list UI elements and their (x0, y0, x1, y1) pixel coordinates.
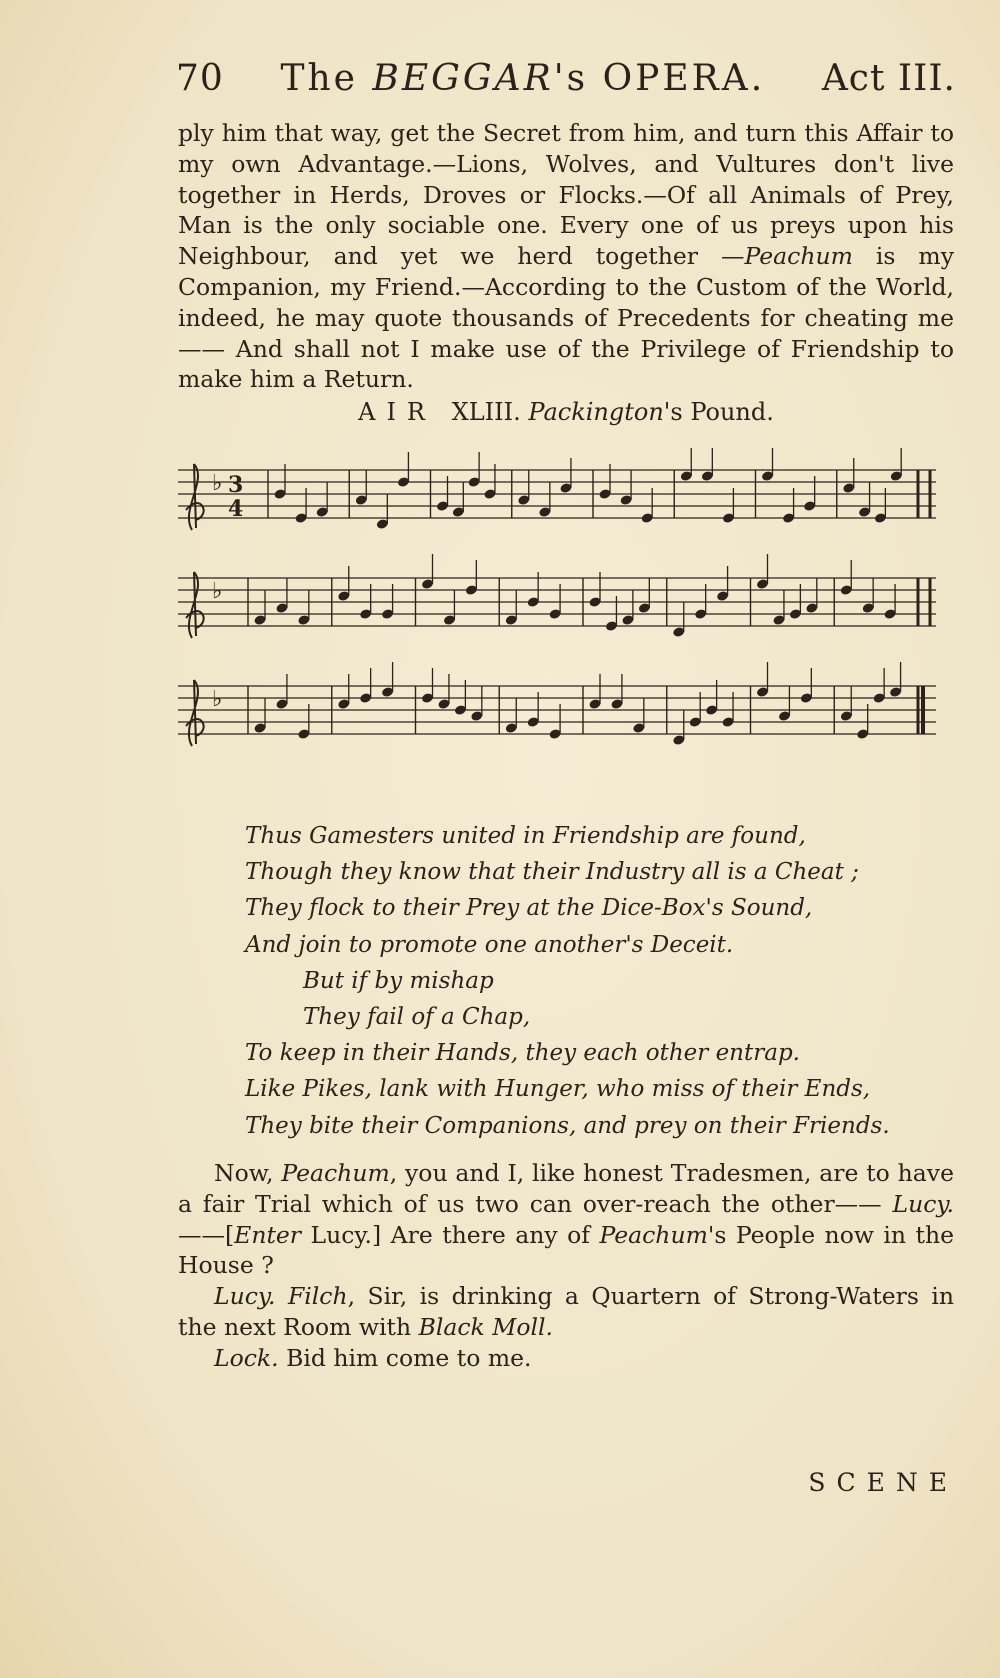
page-number: 70 (176, 58, 224, 99)
flat-icon: ♭ (212, 579, 223, 604)
speech-paragraph: ply him that way, get the Secret from him, and turn this Affair to my own Advantage.—Lions, Wolves, and Vultures don't live together in Herds, Droves or Flocks.—Of all Animals of Prey, Man is the only sociable one. Every one of us preys upon his Neighbour, and yet we herd together —Peachum is my Companion, my Friend.—According to the Custom of the World, indeed, he may quote thousands of Precedents for cheating me—— And shall not I make use of the Privilege of Friendship to make him a Return. (178, 119, 954, 394)
air-heading: AIR XLIII. Packington's Pound. (358, 398, 774, 426)
prose-top (178, 118, 954, 395)
speech-paragraph: Lucy. Filch, Sir, is drinking a Quartern of Strong-Waters in the next Room with Black Moll. (178, 1282, 954, 1341)
prose-bottom (178, 1158, 954, 1374)
treble-clef-icon (186, 572, 204, 638)
speaker-name: Lucy. (214, 1282, 276, 1311)
speaker-name: Lock. (214, 1343, 279, 1372)
running-header (176, 58, 956, 99)
verse-line: They fail of a Chap, (303, 1004, 531, 1031)
song-verse (245, 818, 945, 1144)
speech-paragraph: Now, Peachum, you and I, like honest Tradesmen, are to have a fair Trial which of us two can over-reach the other—— Lucy.——[Enter Lucy.] Are there any of Peachum's People now in the House ? (178, 1159, 954, 1280)
time-signature-bottom: 4 (228, 496, 244, 522)
verse-line: And join to promote one another's Deceit. (245, 931, 734, 958)
verse-line: Though they know that their Industry all is a Cheat ; (245, 859, 859, 886)
verse-line: But if by mishap (303, 967, 494, 994)
verse-line: They flock to their Prey at the Dice-Box's Sound, (245, 895, 813, 922)
flat-icon: ♭ (212, 687, 223, 712)
music-notation-image (178, 448, 940, 808)
verse-line: To keep in their Hands, they each other entrap. (245, 1040, 800, 1067)
running-title: The BEGGAR's OPERA. (280, 58, 766, 99)
time-signature-top: 3 (228, 472, 244, 498)
catchword: SCENE (808, 1468, 958, 1497)
treble-clef-icon (186, 680, 204, 746)
speech-paragraph: Lock. Bid him come to me. (214, 1343, 532, 1372)
music-score (178, 448, 940, 808)
verse-line: They bite their Companions, and prey on their Friends. (245, 1112, 890, 1139)
verse-line: Thus Gamesters united in Friendship are found, (245, 823, 806, 849)
treble-clef-icon (186, 464, 204, 530)
flat-icon: ♭ (212, 471, 223, 496)
verse-line: Like Pikes, lank with Hunger, who miss of their Ends, (245, 1076, 871, 1103)
act-label: Act III. (821, 58, 956, 99)
